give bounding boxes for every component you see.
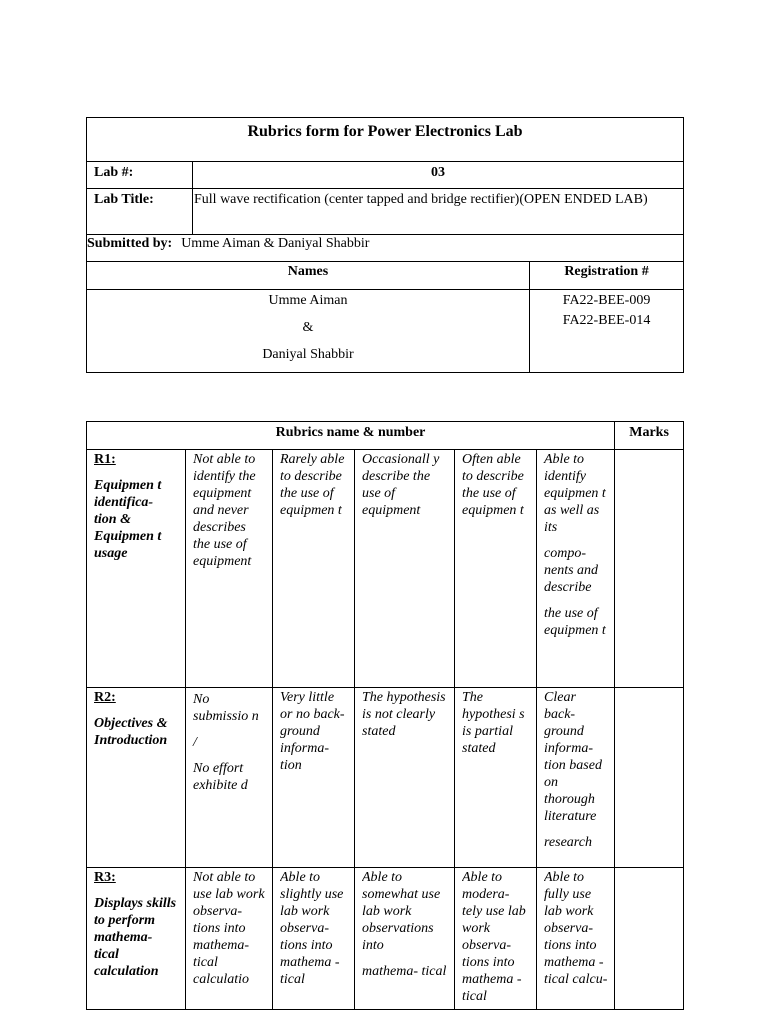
rubric-name-cell <box>87 450 186 688</box>
submitted-by-row <box>87 235 684 262</box>
rubric-level-3 <box>355 450 455 688</box>
registration-number: FA22-BEE-009 <box>562 293 651 308</box>
level-text: Able to fully use lab work observa- tions into mathema - tical calcu- <box>544 870 608 987</box>
rubric-level-5 <box>537 688 615 868</box>
level-text: compo- nents and describe <box>544 546 599 595</box>
level-text: No effort exhibite d <box>193 761 248 793</box>
marks-cell[interactable] <box>615 868 684 1010</box>
lab-number-label: Lab #: <box>87 162 193 189</box>
rubric-level-1 <box>186 688 273 868</box>
rubric-level-1 <box>186 450 273 688</box>
level-text: Not able to use lab work observa- tions into mathema- tical calculatio <box>193 870 265 987</box>
level-text: mathema- tical <box>362 964 447 979</box>
submitted-by-value: Umme Aiman & Daniyal Shabbir <box>181 236 370 251</box>
registration-number: FA22-BEE-014 <box>562 313 651 328</box>
level-text: research <box>544 835 592 850</box>
rubric-id: R1: <box>94 452 116 467</box>
level-text: Rarely able to describe the use of equipmen t <box>280 452 345 518</box>
level-text: Able to identify equipmen t as well as its <box>544 452 606 535</box>
rubric-title: Displays skills to perform mathema- tical calculation <box>94 896 177 979</box>
form-title: Rubrics form for Power Electronics Lab <box>87 118 684 162</box>
rubric-level-2 <box>273 450 355 688</box>
rubric-level-4 <box>455 450 537 688</box>
rubrics-heading: Rubrics name & number <box>87 422 615 450</box>
rubric-name-cell <box>87 868 186 1010</box>
level-text: The hypothesis is not clearly stated <box>362 690 446 739</box>
level-text: Able to modera- tely use lab work observa- tions into mathema - tical <box>462 870 526 1004</box>
rubric-level-2 <box>273 688 355 868</box>
names-heading: Names <box>87 262 530 290</box>
rubric-level-2 <box>273 868 355 1010</box>
rubric-id: R3: <box>94 870 116 885</box>
rubric-level-3 <box>355 688 455 868</box>
marks-heading: Marks <box>615 422 684 450</box>
rubric-level-3 <box>355 868 455 1010</box>
rubric-row-r2 <box>87 688 684 868</box>
level-text: No submissio n <box>193 692 259 724</box>
rubric-id: R2: <box>94 690 116 705</box>
student-name: Umme Aiman <box>268 293 348 308</box>
rubric-level-4 <box>455 688 537 868</box>
lab-title-label: Lab Title: <box>87 189 193 235</box>
names-list <box>87 290 530 373</box>
level-text: Able to slightly use lab work observa- tions into mathema - tical <box>280 870 344 987</box>
level-text: Occasionall y describe the use of equipment <box>362 452 440 518</box>
level-text: Clear back- ground informa- tion based on thorough literature <box>544 690 602 824</box>
marks-cell[interactable] <box>615 688 684 868</box>
level-text: / <box>193 735 197 750</box>
names-separator: & <box>302 320 314 335</box>
level-text: The hypothesi s is partial stated <box>462 690 525 756</box>
rubric-row-r1 <box>87 450 684 688</box>
submitted-by-label: Submitted by: <box>87 236 173 251</box>
rubric-name-cell <box>87 688 186 868</box>
registration-heading: Registration # <box>530 262 684 290</box>
registration-list <box>530 290 684 373</box>
rubric-level-4 <box>455 868 537 1010</box>
rubric-level-1 <box>186 868 273 1010</box>
level-text: Not able to identify the equipment and never describes the use of equipment <box>193 452 256 569</box>
student-name: Daniyal Shabbir <box>262 347 354 362</box>
rubrics-table <box>86 421 684 1010</box>
level-text: Able to somewhat use lab work observations into <box>362 870 441 953</box>
lab-title-value: Full wave rectification (center tapped and bridge rectifier)(OPEN ENDED LAB) <box>193 189 684 235</box>
marks-cell[interactable] <box>615 450 684 688</box>
rubric-level-5 <box>537 450 615 688</box>
lab-info-table <box>86 117 684 373</box>
level-text: the use of equipmen t <box>544 606 606 638</box>
rubric-title: Objectives & Introduction <box>94 716 168 748</box>
lab-number-value: 03 <box>193 162 684 189</box>
rubric-row-r3 <box>87 868 684 1010</box>
level-text: Often able to describe the use of equipmen t <box>462 452 524 518</box>
level-text: Very little or no back- ground informa- tion <box>280 690 345 773</box>
rubric-level-5 <box>537 868 615 1010</box>
rubric-title: Equipmen t identifica- tion & Equipmen t usage <box>94 478 162 561</box>
